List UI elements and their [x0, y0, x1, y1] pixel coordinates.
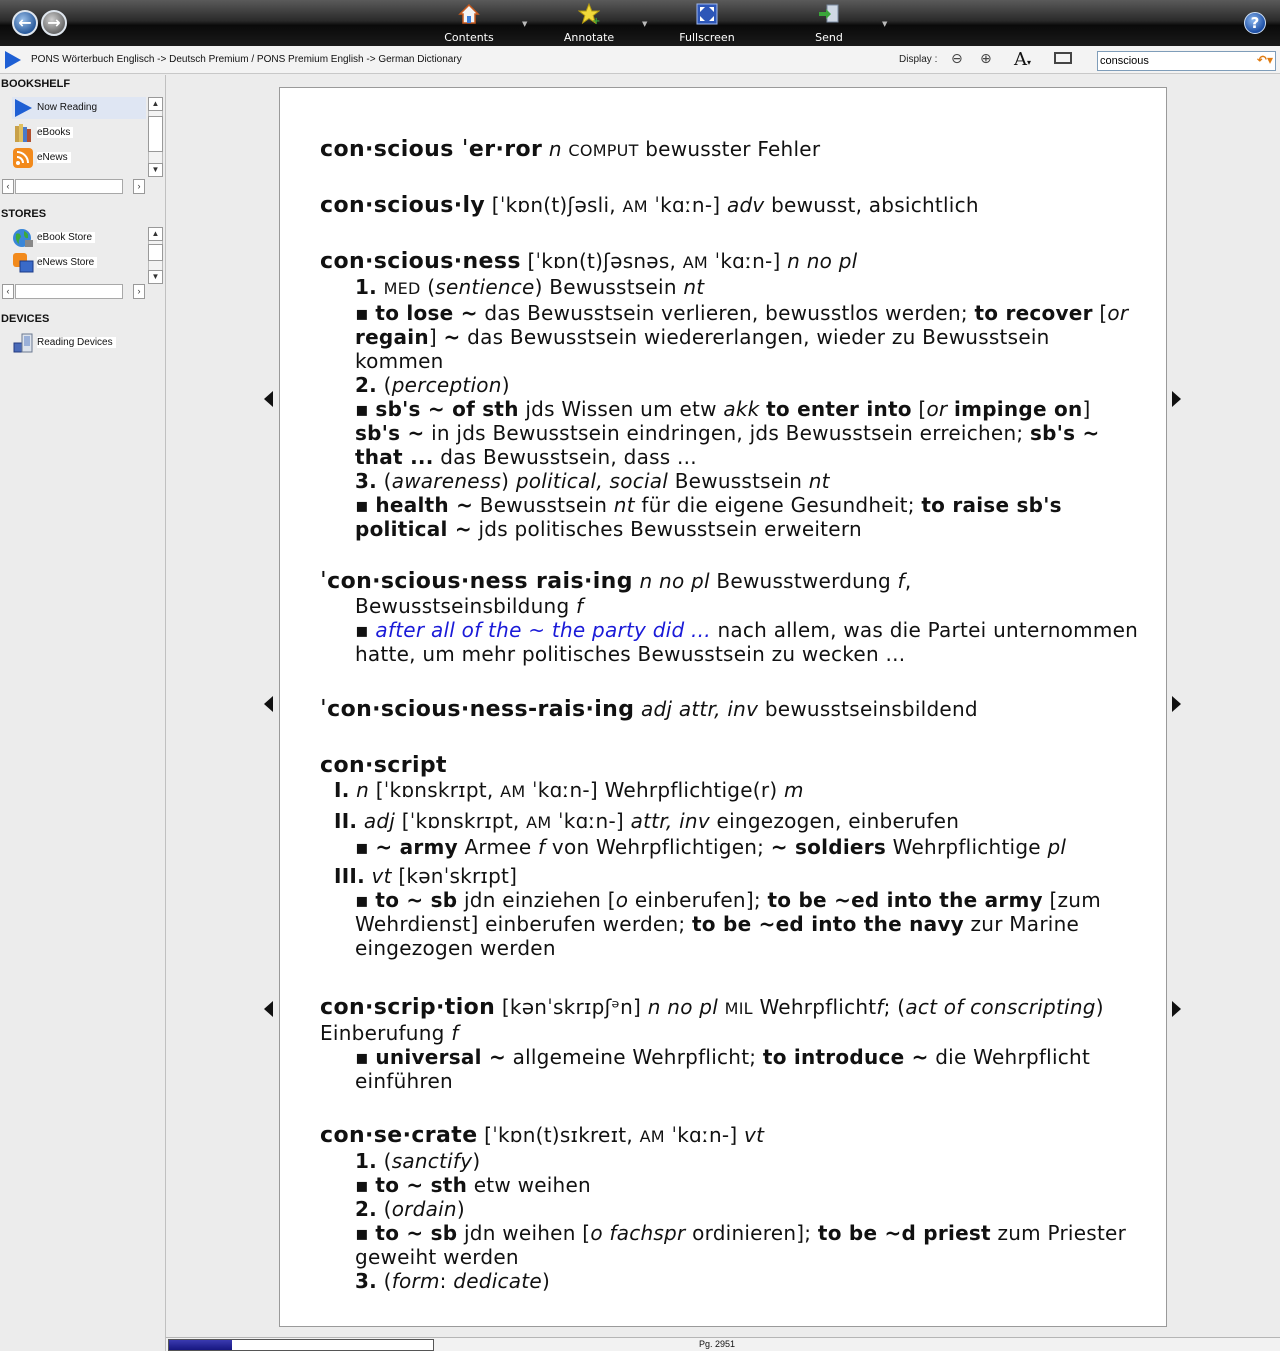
- pronunciation-am: ˈkɑːn-]: [531, 778, 598, 802]
- phrase: to enter into: [766, 397, 912, 421]
- bookshelf-hscrollbar[interactable]: [2, 179, 148, 195]
- forward-arrow-icon: →: [47, 13, 61, 32]
- translation: Bewusstseinsbildung: [355, 594, 570, 618]
- next-page-arrow-icon[interactable]: [1172, 1001, 1181, 1017]
- pronunciation-am: ˈkɑːn-]: [654, 193, 721, 217]
- phrase-translation: jdn weihen [: [464, 1221, 591, 1245]
- entry-conscription: con·scrip·tion [kənˈskrɪpʃᵊn] n no pl MIL Wehrpflichtf; (act of conscripting) Einberufung f ▪ universal ~ allgemeine Wehrpflicht; to introduce ~ die Wehrpflicht einführen: [320, 995, 1140, 1093]
- gloss: sentience: [435, 275, 535, 299]
- next-page-arrow-icon[interactable]: [1172, 696, 1181, 712]
- scroll-up-icon[interactable]: ▲: [148, 97, 163, 111]
- scroll-left-icon[interactable]: ‹: [2, 179, 14, 194]
- phrase-translation: das Bewusstsein wiedererlangen, wieder zu Bewusstsein kommen: [355, 325, 1050, 373]
- pronunciation: [ˈkɒnskrɪpt,: [375, 778, 494, 802]
- translation: bewusster Fehler: [645, 137, 821, 161]
- entry-conscious-error: [320, 137, 1140, 163]
- main-toolbar: [0, 0, 1280, 46]
- headword: con·script: [320, 753, 447, 778]
- phrase: impinge on: [954, 397, 1083, 421]
- sidebar: [0, 75, 166, 1351]
- status-bar: [166, 1337, 1280, 1351]
- phrase: to lose ~: [375, 301, 478, 325]
- am-label: AM: [639, 1127, 665, 1146]
- stores-vscrollbar[interactable]: [148, 227, 163, 284]
- phrase-translation: nach allem, was die Partei unternommen hatte, um mehr politisches Bewusstsein zu wecken ...: [355, 618, 1139, 666]
- prev-page-arrow-icon[interactable]: [264, 696, 273, 712]
- phrase: ~ army: [375, 835, 458, 859]
- prev-page-arrow-icon[interactable]: [264, 1001, 273, 1017]
- scroll-right-icon[interactable]: ›: [133, 284, 145, 299]
- zoom-out-icon[interactable]: ⊖: [951, 51, 963, 67]
- phrase-translation: zur Marine eingezogen werden: [355, 912, 1080, 960]
- phrase-translation: jdn einziehen [: [464, 888, 616, 912]
- play-arrow-icon: [5, 51, 21, 69]
- am-label: AM: [682, 253, 708, 272]
- bookshelf-vscrollbar[interactable]: [148, 97, 163, 177]
- sense: 3. (form: dedicate): [355, 1269, 550, 1293]
- devices-title: DEVICES: [1, 313, 50, 325]
- example: ▪ to ~ sb jdn einziehen [o einberufen]; to be ~ed into the army [zum Wehrdienst] einberufen werden; to be ~ed into the navy zur Marine eingezogen werden: [355, 888, 1101, 960]
- entry-consecrate: [320, 1123, 1140, 1293]
- annotate-label: Annotate: [563, 31, 615, 44]
- sense: [320, 778, 1140, 804]
- sense: 1. (sanctify): [355, 1149, 481, 1173]
- phrase: sb's ~ of sth: [375, 397, 519, 421]
- sidebar-item-now-reading[interactable]: [12, 97, 146, 119]
- sense: [320, 864, 1140, 888]
- sidebar-item-label: eNews Store: [37, 257, 97, 268]
- now-reading-icon: [12, 98, 34, 118]
- phrase-translation: Bewusstsein: [479, 493, 608, 517]
- grammar-label: attr, inv: [630, 809, 710, 833]
- font-size-icon[interactable]: [1014, 49, 1032, 70]
- phrase: ~ soldiers: [770, 835, 887, 859]
- star-icon: [578, 3, 600, 25]
- breadcrumb: PONS Wörterbuch Englisch -> Deutsch Premium / PONS Premium English -> German Dictionary: [31, 54, 462, 65]
- headword: con·scious ˈer·ror: [320, 137, 543, 162]
- zoom-in-icon[interactable]: ⊕: [980, 51, 992, 67]
- scroll-track[interactable]: [15, 179, 123, 194]
- next-page-arrow-icon[interactable]: [1172, 391, 1181, 407]
- translation: Wehrpflicht: [759, 995, 877, 1019]
- example: ▪ universal ~ allgemeine Wehrpflicht; to introduce ~ die Wehrpflicht einführen: [355, 1045, 1091, 1093]
- phrase-translation: Armee: [464, 835, 532, 859]
- example: ▪ to ~ sth etw weihen: [355, 1173, 591, 1197]
- phrase: to ~ sb: [375, 888, 458, 912]
- entry-consciously: [320, 193, 1140, 219]
- gender: nt: [613, 493, 635, 517]
- gender: nt: [683, 275, 705, 299]
- sense: [320, 809, 1140, 835]
- gender: f: [576, 594, 584, 618]
- stores-title: STORES: [1, 208, 47, 220]
- gender: f: [451, 1021, 459, 1045]
- pronunciation-am: ˈkɑːn-]: [671, 1123, 738, 1147]
- headword: con·scious·ly: [320, 193, 486, 218]
- contents-button[interactable]: [424, 2, 514, 44]
- translation: Bewusstwerdung: [716, 569, 891, 593]
- translation: bewusst, absichtlich: [771, 193, 979, 217]
- scroll-down-icon[interactable]: ▼: [148, 270, 163, 284]
- headword: ˈcon·scious·ness-rais·ing: [320, 697, 635, 722]
- search-go-icon[interactable]: ↶▾: [1256, 53, 1273, 67]
- headword: con·scrip·tion: [320, 995, 496, 1020]
- bookshelf-title: BOOKSHELF: [1, 78, 71, 90]
- path-bar: [0, 46, 1280, 74]
- pronunciation: [ˈkɒn(t)sɪkreɪt,: [484, 1123, 633, 1147]
- or-label: or: [1107, 301, 1129, 325]
- send-label: Send: [815, 31, 843, 44]
- register-label: o fachspr: [590, 1221, 686, 1245]
- example: ▪ to lose ~ das Bewusstsein verlieren, bewusstlos werden; to recover [or regain] ~ das Bewusstsein wiedererlangen, wieder zu Bewusstsein kommen: [355, 301, 1129, 373]
- sense-number: 3.: [355, 469, 378, 493]
- sense-number: II.: [334, 809, 358, 833]
- am-label: AM: [526, 813, 552, 832]
- headword: ˈcon·scious·ness rais·ing: [320, 569, 633, 594]
- example: ▪ to ~ sb jdn weihen [o fachspr ordinieren]; to be ~d priest zum Priester geweiht werden: [355, 1221, 1127, 1269]
- bookshelf-panel: [0, 95, 164, 195]
- example: ▪ ~ army Armee f von Wehrpflichtigen; ~ soldiers Wehrpflichtige pl: [355, 835, 1067, 859]
- translation: Bewusstsein: [549, 275, 677, 299]
- page-number: Pg. 2951: [699, 1339, 736, 1349]
- domain-label: COMPUT: [568, 141, 639, 160]
- reading-progress-fill: [169, 1340, 232, 1350]
- entry-conscript: [320, 753, 1140, 960]
- part-of-speech: vt: [371, 864, 392, 888]
- phrase-translation: von Wehrpflichtigen;: [551, 835, 765, 859]
- annotate-dropdown-icon[interactable]: ▼: [642, 20, 648, 28]
- gloss: sanctify: [391, 1149, 473, 1173]
- part-of-speech: n: [548, 137, 562, 161]
- gender: f: [897, 569, 905, 593]
- am-label: AM: [500, 782, 526, 801]
- sense: 3. (awareness) political, social Bewusstsein nt: [355, 469, 830, 493]
- fullscreen-button[interactable]: [662, 2, 752, 44]
- scroll-thumb[interactable]: [148, 244, 163, 261]
- gender: pl: [1047, 835, 1067, 859]
- phrase-translation: in jds Bewusstsein eindringen, jds Bewusstsein erreichen;: [431, 421, 1024, 445]
- contents-label: Contents: [444, 31, 494, 44]
- sense-number: 3.: [355, 1269, 378, 1293]
- pronunciation: [ˈkɒn(t)ʃəsnəs,: [527, 249, 677, 273]
- phrase: ~: [443, 325, 461, 349]
- home-icon: [458, 3, 480, 25]
- stores-hscrollbar[interactable]: [2, 284, 148, 300]
- gloss: perception: [391, 373, 502, 397]
- gloss: awareness: [391, 469, 502, 493]
- part-of-speech: n no pl: [647, 995, 719, 1019]
- pronunciation-am: ˈkɑːn-]: [558, 809, 624, 833]
- phrase: to be ~d priest: [817, 1221, 991, 1245]
- svg-text:+: +: [592, 16, 600, 25]
- phrase: to be ~ed into the army: [767, 888, 1043, 912]
- sidebar-item-label: Now Reading: [37, 102, 100, 113]
- phrase: to raise sb's political ~: [355, 493, 1062, 541]
- phrase: sb's ~: [355, 421, 425, 445]
- part-of-speech: n no pl: [639, 569, 710, 593]
- translation: Bewusstsein: [674, 469, 803, 493]
- part-of-speech: n: [356, 778, 370, 802]
- am-label: AM: [622, 197, 648, 216]
- sense-number: 2.: [355, 1197, 378, 1221]
- send-button[interactable]: [784, 2, 874, 44]
- help-button[interactable]: [1244, 12, 1266, 34]
- gloss: political, social: [515, 469, 669, 493]
- devices-panel: [0, 330, 164, 360]
- sense: 2. (perception): [355, 373, 510, 397]
- part-of-speech: n no pl: [787, 249, 858, 273]
- pronunciation-am: ˈkɑːn-]: [714, 249, 781, 273]
- send-icon: [818, 3, 840, 25]
- pronunciation: [ˈkɒn(t)ʃəsli,: [491, 193, 616, 217]
- forward-button[interactable]: [41, 10, 67, 36]
- pronunciation: [ˈkɒnskrɪpt,: [401, 809, 520, 833]
- phrase-translation: etw weihen: [473, 1173, 591, 1197]
- gender: f: [876, 995, 884, 1019]
- sense: 2. (ordain): [355, 1197, 465, 1221]
- phrase: to be ~ed into the navy: [691, 912, 964, 936]
- search-input[interactable]: [1100, 53, 1250, 69]
- scroll-track[interactable]: [15, 284, 123, 299]
- phrase: to ~ sth: [375, 1173, 468, 1197]
- translation: Einberufung: [320, 1021, 445, 1045]
- sense-number: 2.: [355, 373, 378, 397]
- gender: m: [783, 778, 804, 802]
- send-dropdown-icon[interactable]: ▼: [882, 20, 888, 28]
- scroll-thumb[interactable]: [148, 116, 163, 152]
- phrase-translation: ordinieren];: [692, 1221, 812, 1245]
- sense-number: 1.: [355, 275, 378, 299]
- font-size-dropdown-icon: ▾: [1027, 58, 1032, 67]
- phrase-translation: das Bewusstsein verlieren, bewusstlos werden;: [484, 301, 968, 325]
- headword: con·scious·ness: [320, 249, 521, 274]
- scroll-left-icon[interactable]: ‹: [2, 284, 14, 299]
- reading-progress-bar[interactable]: [168, 1339, 434, 1351]
- sense: 1. MED (sentience) Bewusstsein nt: [355, 275, 705, 299]
- sidebar-item-label: eNews: [37, 152, 71, 163]
- prev-page-arrow-icon[interactable]: [264, 391, 273, 407]
- gloss: form: [391, 1269, 440, 1293]
- phrase-translation: für die eigene Gesundheit;: [641, 493, 915, 517]
- rss-icon: [12, 148, 34, 168]
- domain-label: MED: [383, 279, 421, 298]
- contents-dropdown-icon[interactable]: ▼: [522, 20, 528, 28]
- sidebar-item-label: eBooks: [37, 127, 73, 138]
- gender: nt: [808, 469, 830, 493]
- example-link[interactable]: after all of the ~ the party did ...: [375, 618, 711, 642]
- pronunciation: [kənˈskrɪpʃᵊn]: [501, 995, 642, 1019]
- or-label: o: [615, 888, 629, 912]
- gloss: act of conscripting: [905, 995, 1096, 1019]
- help-icon: ?: [1250, 14, 1260, 32]
- fullscreen-label: Fullscreen: [679, 31, 735, 44]
- phrase: to recover: [974, 301, 1093, 325]
- back-arrow-icon: ←: [18, 13, 32, 32]
- globe-icon: [12, 228, 34, 248]
- example: ▪ health ~ Bewusstsein nt für die eigene Gesundheit; to raise sb's political ~ jds politisches Bewusstsein erweitern: [355, 493, 1062, 541]
- back-button[interactable]: [12, 10, 38, 36]
- scroll-down-icon[interactable]: ▼: [148, 163, 163, 177]
- annotate-button[interactable]: [544, 2, 634, 44]
- reading-device-icon: [12, 333, 34, 353]
- domain-label: MIL: [724, 999, 753, 1018]
- page-layout-icon[interactable]: [1054, 52, 1072, 64]
- example: ▪ sb's ~ of sth jds Wissen um etw akk to enter into [or impinge on] sb's ~ in jds Bewusstsein eindringen, jds Bewusstsein erreichen; sb's ~ that ... das Bewusstsein, dass ...: [355, 397, 1100, 469]
- sense-number: III.: [334, 864, 365, 888]
- font-size-glyph: A: [1014, 49, 1027, 70]
- gender: f: [538, 835, 546, 859]
- example: ▪ after all of the ~ the party did ... nach allem, was die Partei unternommen hatte, um mehr politisches Bewusstsein zu wecken ...: [355, 618, 1139, 666]
- phrase-translation: einberufen];: [634, 888, 761, 912]
- phrase: sb's ~ that ...: [355, 421, 1100, 469]
- news-store-icon: [12, 253, 34, 273]
- case-label: akk: [723, 397, 760, 421]
- sense-number: I.: [334, 778, 350, 802]
- phrase-translation: jds Wissen um etw: [525, 397, 717, 421]
- phrase-translation: jds politisches Bewusstsein erweitern: [478, 517, 862, 541]
- headword: con·se·crate: [320, 1123, 478, 1148]
- translation: eingezogen, einberufen: [716, 809, 960, 833]
- books-icon: [12, 123, 34, 143]
- phrase-translation: das Bewusstsein, dass ...: [440, 445, 697, 469]
- gloss: dedicate: [453, 1269, 542, 1293]
- phrase: to introduce ~: [762, 1045, 929, 1069]
- entry-consciousness-raising-noun: ˈcon·scious·ness rais·ing n no pl Bewusstwerdung f, Bewusstseinsbildung f ▪ after all of the ~ the party did ... nach allem, was die Partei unternommen hatte, um mehr politisches Bewusstsein zu wecken ...: [320, 569, 1139, 666]
- scroll-right-icon[interactable]: ›: [133, 179, 145, 194]
- part-of-speech: adj: [363, 809, 396, 833]
- part-of-speech: vt: [744, 1123, 765, 1147]
- sidebar-item-label: eBook Store: [37, 232, 95, 243]
- scroll-up-icon[interactable]: ▲: [148, 227, 163, 241]
- pronunciation: [kənˈskrɪpt]: [398, 864, 518, 888]
- entry-consciousness: [320, 249, 1140, 541]
- or-label: or: [926, 397, 948, 421]
- phrase-translation: zum Priester geweiht werden: [355, 1221, 1127, 1269]
- phrase: regain: [355, 325, 429, 349]
- phrase: health ~: [375, 493, 474, 517]
- phrase: universal ~: [375, 1045, 506, 1069]
- translation: bewusstseinsbildend: [764, 697, 978, 721]
- sense-number: 1.: [355, 1149, 378, 1173]
- display-label: Display :: [899, 54, 938, 65]
- sidebar-item-label: Reading Devices: [37, 337, 116, 348]
- phrase-translation: die Wehrpflicht einführen: [355, 1045, 1091, 1093]
- gloss: ordain: [391, 1197, 457, 1221]
- fullscreen-icon: [696, 3, 718, 25]
- search-box: [1097, 51, 1276, 71]
- stores-panel: [0, 225, 164, 305]
- translation: Wehrpflichtige(r): [604, 778, 778, 802]
- phrase: to ~ sb: [375, 1221, 458, 1245]
- phrase-translation: Wehrpflichtige: [892, 835, 1041, 859]
- phrase-translation: allgemeine Wehrpflicht;: [512, 1045, 757, 1069]
- part-of-speech: adv: [726, 193, 765, 217]
- phrase-translation: [zum Wehrdienst] einberufen werden;: [355, 888, 1101, 936]
- part-of-speech: adj attr, inv: [640, 697, 759, 721]
- entry-consciousness-raising-adj: [320, 697, 1140, 722]
